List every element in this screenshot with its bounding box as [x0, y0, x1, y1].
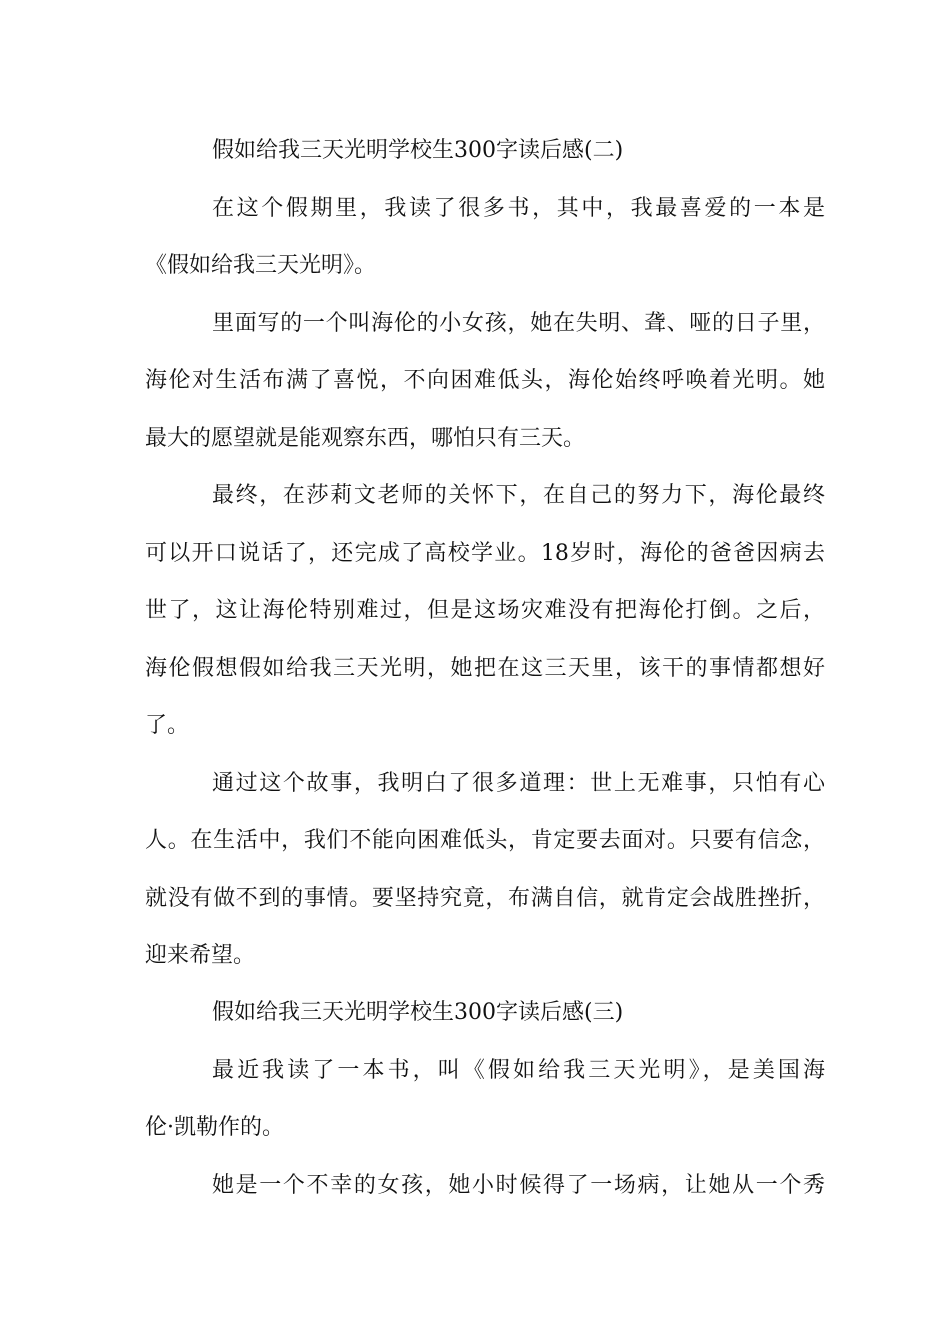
paragraph-line: 伦·凯勒作的。: [145, 1115, 284, 1140]
paragraph-line: 迎来希望。: [145, 943, 256, 968]
paragraph-line: 通过这个故事，我明白了很多道理：世上无难事，只怕有心: [212, 771, 825, 796]
paragraph-line: 了。: [145, 713, 190, 738]
paragraph-line: 最近我读了一本书，叫《假如给我三天光明》，是美国海: [212, 1058, 825, 1083]
section-heading-3: 假如给我三天光明学校生300字读后感(三): [212, 1000, 624, 1025]
paragraph-line: 就没有做不到的事情。要坚持究竟，布满自信，就肯定会战胜挫折，: [145, 886, 825, 911]
paragraph-line: 海伦假想假如给我三天光明，她把在这三天里，该干的事情都想好: [145, 656, 825, 681]
paragraph-line: 最终，在莎莉文老师的关怀下，在自己的努力下，海伦最终: [212, 483, 825, 508]
paragraph-line: 里面写的一个叫海伦的小女孩，她在失明、聋、哑的日子里，: [212, 311, 825, 336]
paragraph-line: 她是一个不幸的女孩，她小时候得了一场病，让她从一个秀: [212, 1173, 825, 1198]
paragraph-line: 人。在生活中，我们不能向困难低头，肯定要去面对。只要有信念，: [145, 828, 825, 853]
paragraph-line: 《假如给我三天光明》。: [145, 253, 377, 278]
paragraph-line: 在这个假期里，我读了很多书，其中，我最喜爱的一本是: [212, 196, 825, 221]
paragraph-line: 海伦对生活布满了喜悦，不向困难低头，海伦始终呼唤着光明。她: [145, 368, 825, 393]
paragraph-line: 世了，这让海伦特别难过，但是这场灾难没有把海伦打倒。之后，: [145, 598, 825, 623]
section-heading-2: 假如给我三天光明学校生300字读后感(二): [212, 138, 624, 163]
paragraph-line: 最大的愿望就是能观察东西，哪怕只有三天。: [145, 426, 586, 451]
paragraph-line: 可以开口说话了，还完成了高校学业。18岁时，海伦的爸爸因病去: [145, 541, 825, 566]
